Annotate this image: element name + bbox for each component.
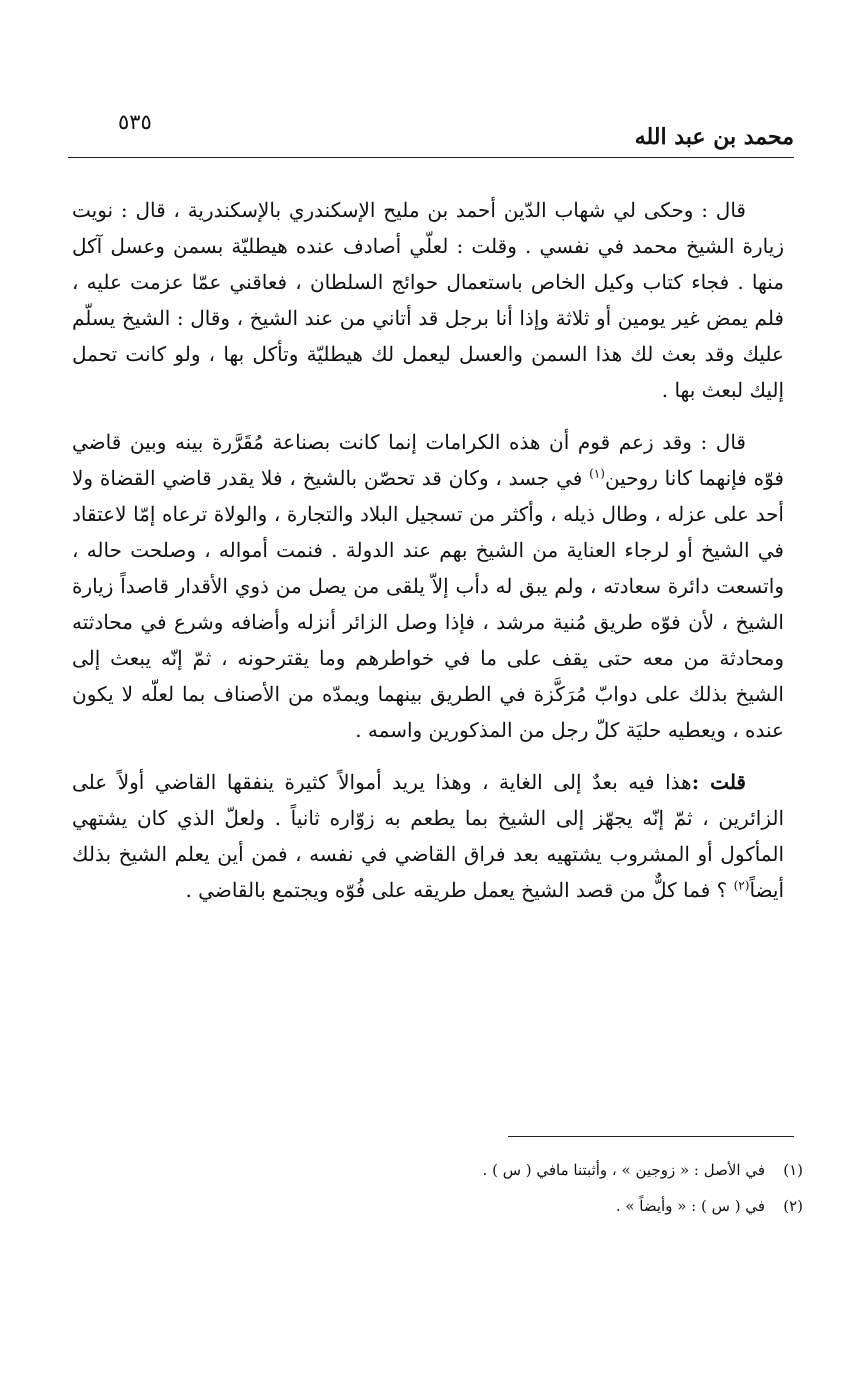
footnote-text: في الأصل : « زوجين » ، وأثبتنا مافي ( س ) .: [482, 1161, 765, 1179]
running-title: محمد بن عبد الله: [634, 124, 794, 150]
footnote-text: في ( س ) : « وأيضاً » .: [615, 1197, 765, 1215]
paragraph-text: قال : وحكى لي شهاب الدّين أحمد بن مليح الإسكندري بالإسكندرية ، قال : نويت زيارة الشيخ محمد في نفسي . وقلت : لعلّي أصادف عنده هيطليّة بسمن وعسل آكل منها . فجاء كتاب وكيل الخاص باستعمال حوائج السلطان ، فعاقني عمّا عزمت عليه ، فلم يمض غير يومين أو ثلاثة وإذا أنا برجل قد أتاني من عند الشيخ ، وقال : الشيخ يسلّم عليك وقد بعث لك هذا السمن والعسل ليعمل لك هيطليّة وتأكل بها ، ولو كانت تحمل إليك لبعث بها .: [72, 198, 784, 402]
paragraph-text-continued: في جسد ، وكان قد تحصّن بالشيخ ، فلا يقدر قاضي القضاة ولا أحد على عزله ، وطال ذيله ، وأكثر من تسجيل البلاد والتجارة ، والولاة ترعاه إمّا لاعتقاد في الشيخ أو لرجاء العناية من الشيخ بهم عند الدولة . فنمت أمواله ، وصلحت حاله ، واتسعت دائرة سعادته ، ولم يبق له دأب إلاّ يلقى من يصل من ذوي الأقدار قاصداً زيارة الشيخ ، لأن فوّه طريق مُنية مرشد ، فإذا وصل الزائر أنزله وأضافه وشرع في محادثته ومحادثة من معه حتى يقف على ما في خواطرهم وما يقترحونه ، ثمّ إنّه يبعث إلى الشيخ بذلك على دوابّ مُرَكَّزة في الطريق بينهما ويمدّه من الأصناف بما لعلّه لا يكون عنده ، ويعطيه حليَة كلّ رجل من المذكورين واسمه .: [72, 466, 784, 742]
footnote-marker: (١): [783, 1161, 803, 1179]
footnote-marker: (٢): [783, 1197, 803, 1215]
body-text: [72, 192, 784, 924]
paragraph-3: [72, 764, 784, 908]
footnote-item: [403, 1152, 803, 1188]
footnote-rule: [508, 1136, 794, 1137]
paragraph-2: [72, 424, 784, 748]
paragraph-1: [72, 192, 784, 408]
paragraph-lead: قلت :: [691, 770, 746, 794]
footnotes: [403, 1152, 803, 1224]
page-header: [68, 110, 794, 160]
footnote-item: [403, 1188, 803, 1224]
paragraph-text: هذا فيه بعدٌ إلى الغاية ، وهذا يريد أموالاً كثيرة ينفقها القاضي أولاً على الزائرين ، ثمّ إنّه يجهّز إلى الشيخ بما يطعم به زوّاره ثانياً . ولعلّ الذي كان يشتهي المأكول أو المشروب يشتهيه بعد فراق القاضي في نفسه ، فمن أين يعلم الشيخ بذلك أيضاً: [72, 770, 784, 902]
page-number: ٥٣٥: [118, 110, 152, 134]
paragraph-text-continued: ؟ فما كلٌّ من قصد الشيخ يعمل طريقه على فُوّه ويجتمع بالقاضي .: [185, 878, 734, 902]
header-rule: [68, 157, 794, 158]
paragraph-text: قال : وقد زعم قوم أن هذه الكرامات إنما كانت بصناعة مُقَرَّرة بينه وبين قاضي فوّه فإنهما كانا روحين: [72, 430, 784, 490]
footnote-reference[interactable]: (١): [589, 466, 605, 481]
footnote-reference[interactable]: (٢): [733, 878, 750, 893]
